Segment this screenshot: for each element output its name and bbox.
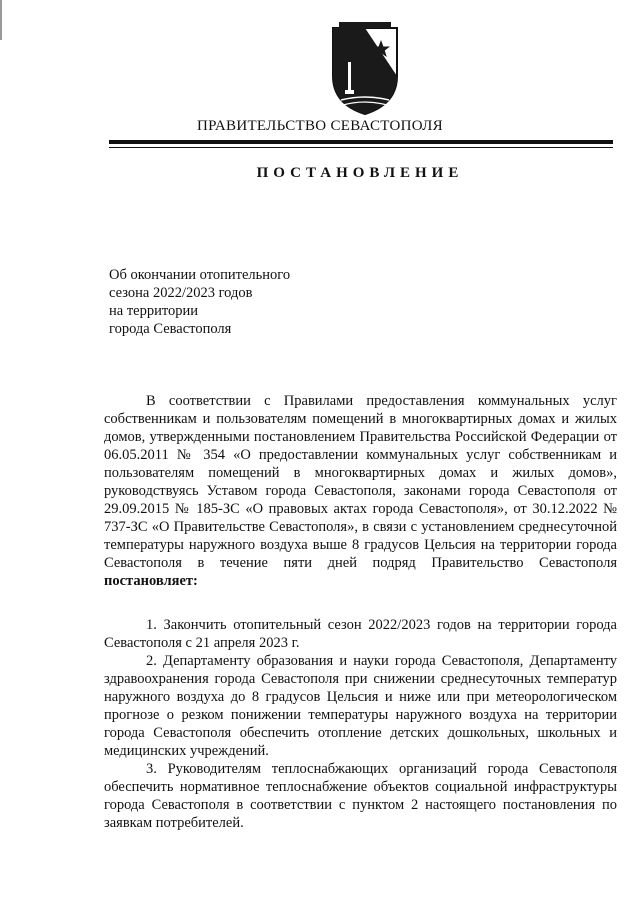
resolves-word: постановляет: (104, 573, 198, 589)
sevastopol-coat-of-arms-icon (325, 18, 405, 118)
subject-line: сезона 2022/2023 годов (109, 285, 253, 301)
subject-line: Об окончании отопительного (109, 267, 291, 283)
scan-edge-mark (0, 0, 2, 40)
document-subject (109, 266, 409, 338)
resolution-item: 1. Закончить отопительный сезон 2022/2023 годов на территории города Севастополя с 21 апреля 2023 г. (104, 617, 617, 651)
resolution-item: 2. Департаменту образования и науки города Севастополя, Департаменту здравоохранения города Севастополя при снижении среднесуточных температур наружного воздуха до 8 градусов Цельсия и ниже или при метеорологическом прогнозе о резком понижении температуры наружного воздуха на территории города Севастополя обеспечить отопление детских дошкольных, школьных и медицинских учреждений. (104, 653, 617, 759)
preamble-paragraph (104, 392, 617, 590)
header-rule-thin (109, 147, 613, 148)
header-rule-thick (109, 140, 613, 144)
subject-line: города Севастополя (109, 321, 232, 337)
document-type-title: ПОСТАНОВЛЕНИЕ (256, 165, 464, 181)
resolution-items (104, 616, 617, 832)
preamble (104, 392, 617, 590)
government-title: ПРАВИТЕЛЬСТВО СЕВАСТОПОЛЯ (197, 118, 443, 134)
preamble-text: В соответствии с Правилами предоставления коммунальных услуг собственникам и пользователям помещений в многоквартирных домах и жилых домов, утвержденными постановлением Правительства Российской Федерации от 06.05.2011 № 354 «О предоставлении коммунальных услуг собственникам и пользователям помещений в многоквартирных домах и жилых домов», руководствуясь Уставом города Севастополя, законами города Севастополя от 29.09.2015 № 185-ЗС «О правовых актах города Севастополя», от 30.12.2022 № 737-ЗС «О Правительстве Севастополя», в связи с установлением среднесуточной температуры наружного воздуха выше 8 градусов Цельсия на территории города Севастополя в течение пяти дней подряд Правительство Севастополя (104, 393, 617, 571)
resolution-item: 3. Руководителям теплоснабжающих организаций города Севастополя обеспечить нормативное теплоснабжение объектов социальной инфраструктуры города Севастополя в соответствии с пунктом 2 настоящего постановления по заявкам потребителей. (104, 761, 617, 831)
subject-line: на территории (109, 303, 199, 319)
